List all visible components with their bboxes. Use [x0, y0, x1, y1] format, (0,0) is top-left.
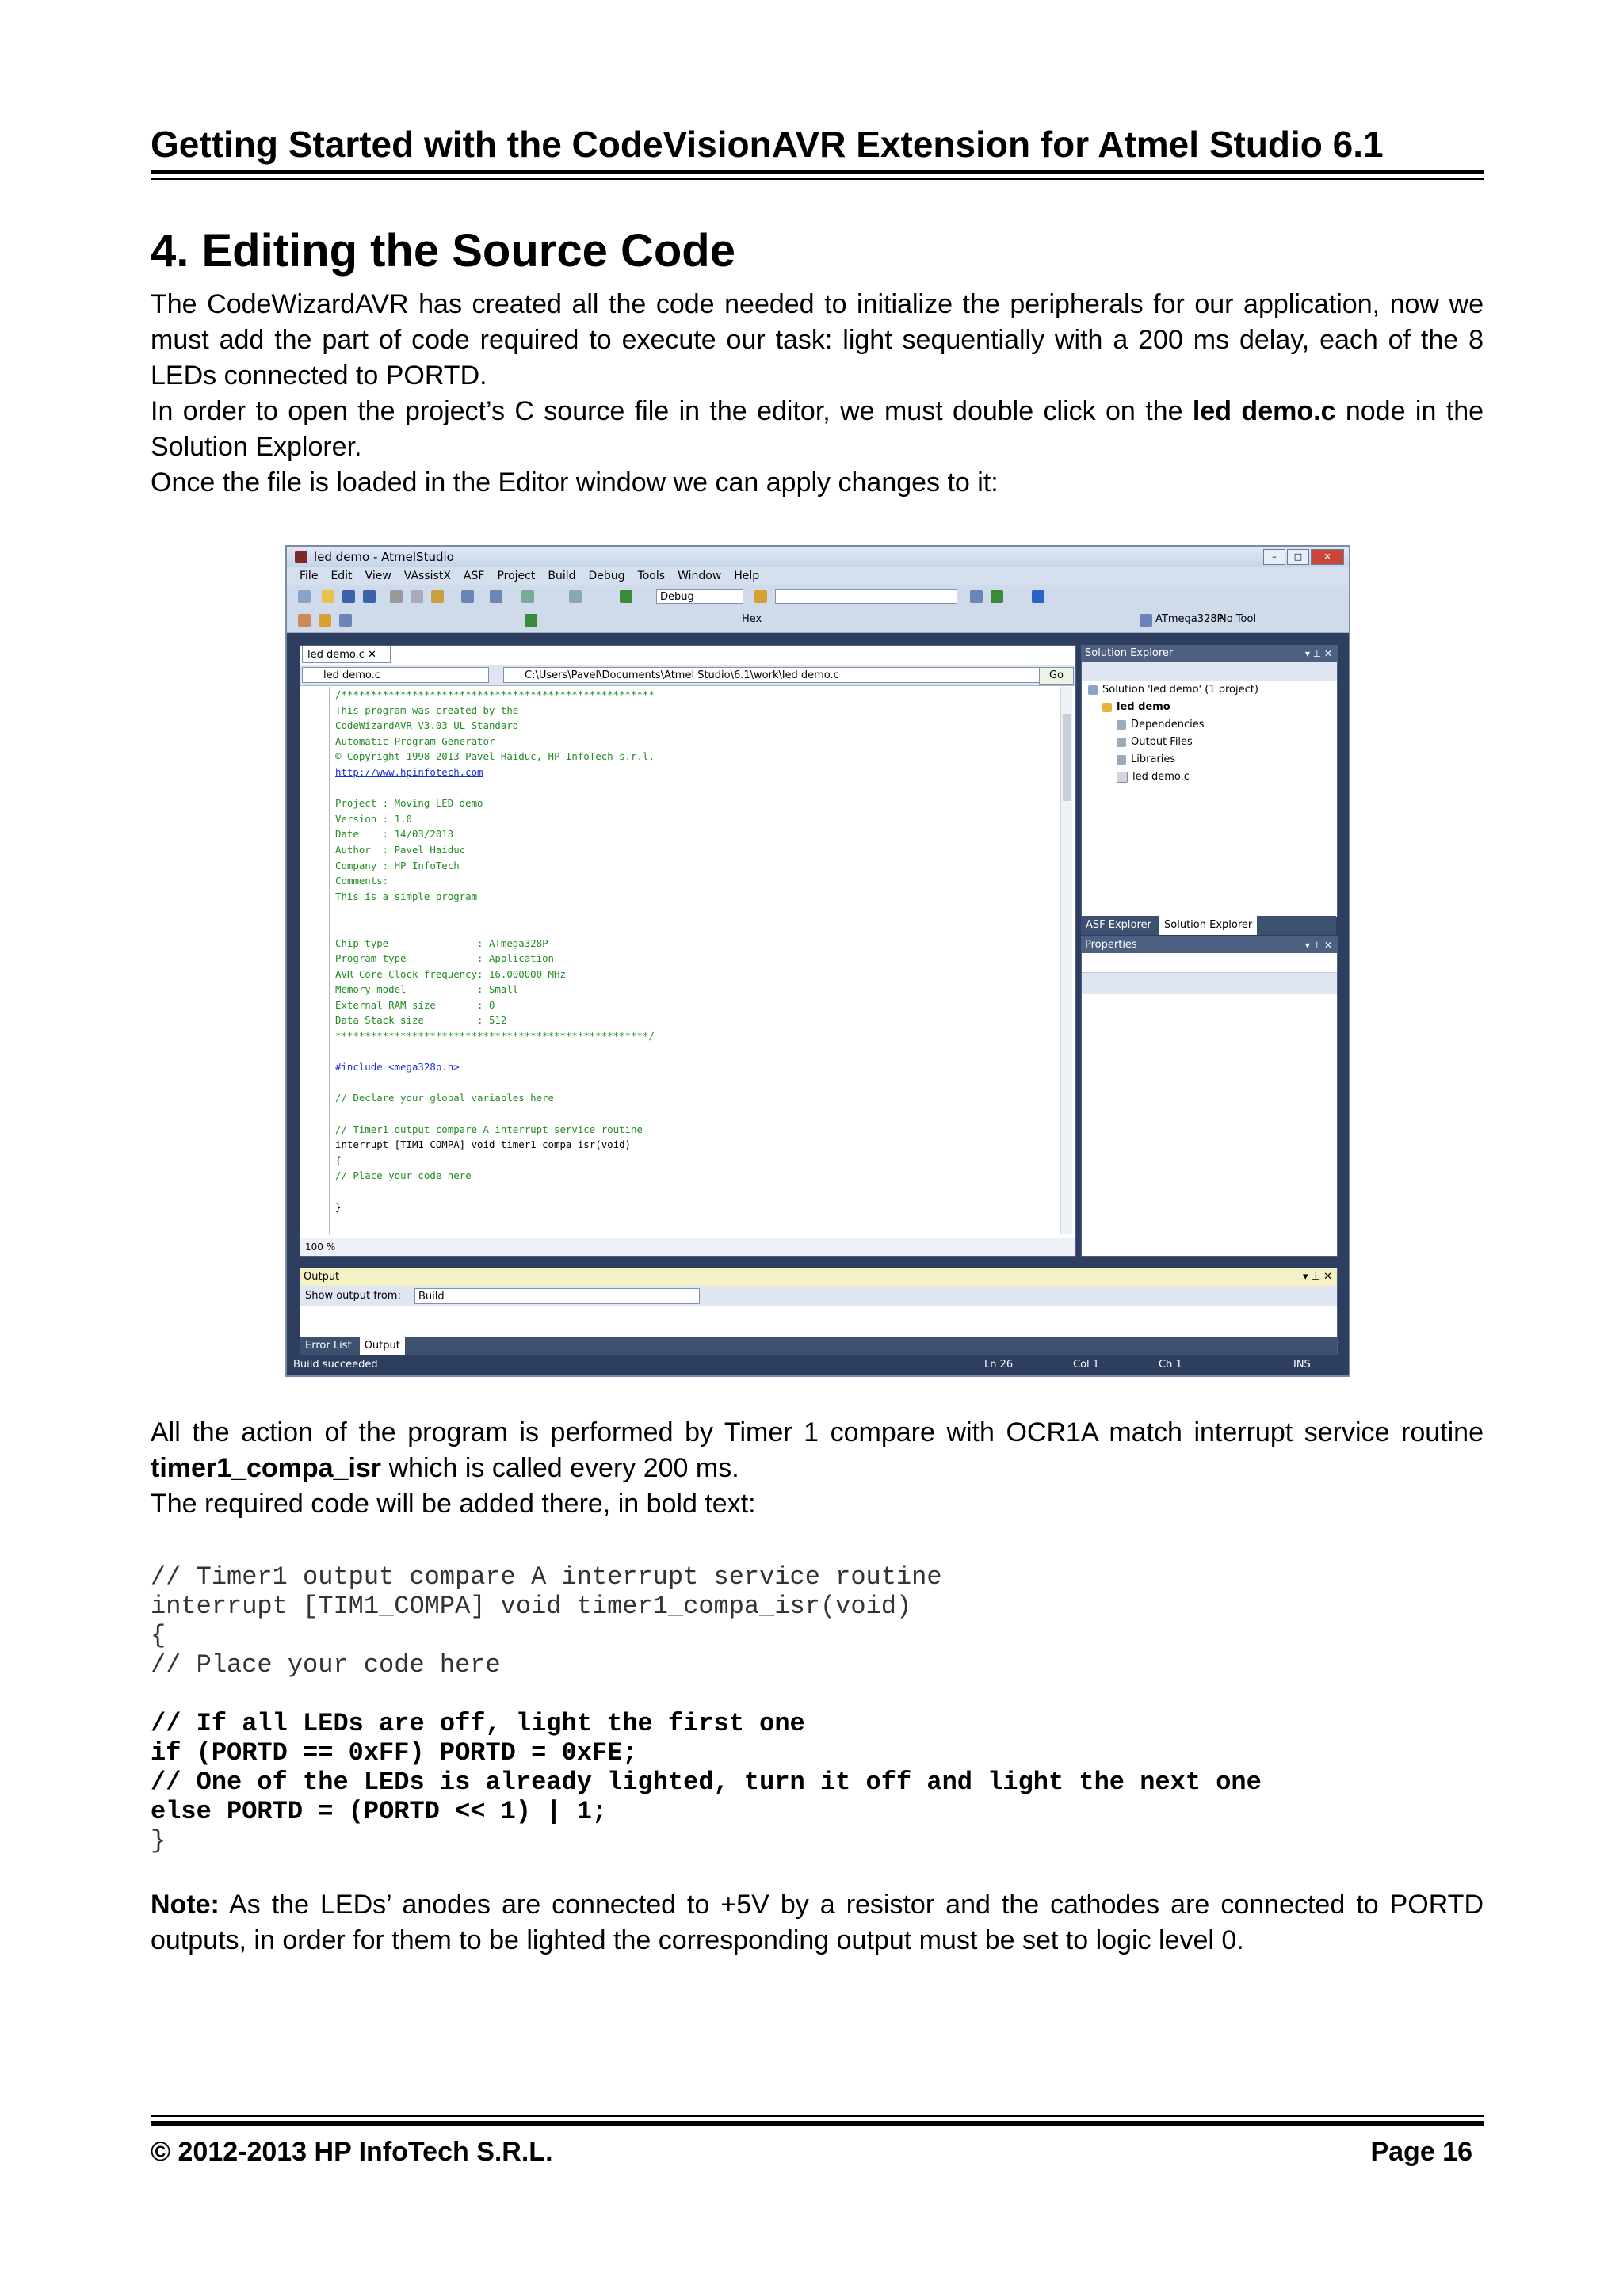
codewizard-icon[interactable]: [319, 614, 331, 627]
maximize-icon[interactable]: □: [1287, 549, 1309, 565]
save-icon[interactable]: [342, 590, 355, 603]
tab-error-list[interactable]: Error List: [305, 1340, 352, 1352]
menu-view[interactable]: View: [365, 570, 391, 582]
tree-item-output-files[interactable]: Output Files: [1088, 734, 1337, 751]
editor-code-line: Chip type : ATmega328P: [335, 936, 548, 949]
show-output-label: Show output from:: [305, 1290, 401, 1302]
find-icon[interactable]: [569, 590, 582, 603]
editor-code-line: [335, 1106, 1048, 1122]
editor-code-line: CodeWizardAVR V3.03 UL Standard: [335, 719, 519, 732]
output-tabs: [300, 1337, 1337, 1356]
footer-rule-thin: [151, 2115, 1484, 2117]
output-header: Output ▾ ⊥ ✕: [300, 1268, 1337, 1286]
editor-code-line: // Timer1 output compare A interrupt service routine: [335, 1123, 643, 1135]
editor-code-line: Automatic Program Generator: [335, 734, 495, 747]
editor-code-line: interrupt [TIM1_COMPA] void timer1_compa_isr(void): [335, 1138, 631, 1151]
status-line: Ln 26: [984, 1359, 1014, 1371]
copy-icon[interactable]: [411, 590, 423, 603]
properties-pane: [1081, 936, 1338, 1257]
menu-vassistx[interactable]: VAssistX: [403, 570, 451, 582]
pane-controls[interactable]: ▾ ⊥ ✕: [1304, 940, 1332, 951]
editor-paragraph: Once the file is loaded in the Editor window we can apply changes to it:: [151, 467, 999, 498]
folder-icon: [1117, 755, 1126, 765]
tool-label[interactable]: No Tool: [1219, 613, 1257, 625]
note-paragraph: Note: As the LEDs’ anodes are connected to +5V by a resistor and the cathodes are connected to PORTD outputs, in order for them to be lighted the corresponding output must be set to logic level 0.: [151, 1890, 1484, 1955]
editor-code-line: // Place your code here: [335, 1169, 472, 1182]
code-line: interrupt [TIM1_COMPA] void timer1_compa_isr(void): [151, 1592, 912, 1621]
bold-code-intro: The required code will be added there, in bold text:: [151, 1489, 756, 1519]
c-file-icon: [1117, 772, 1128, 783]
editor-code-line: Project : Moving LED demo: [335, 797, 483, 810]
ide-toolbar-debug: [287, 608, 1349, 633]
atmel-studio-icon: [295, 551, 307, 563]
menu-build[interactable]: Build: [548, 570, 576, 582]
save-all-icon[interactable]: [363, 590, 376, 603]
device-label[interactable]: ATmega328P: [1155, 613, 1224, 625]
go-button[interactable]: Go: [1039, 667, 1074, 685]
editor-code-line: Author : Pavel Haiduc: [335, 843, 466, 856]
editor-code-line: Company : HP InfoTech: [335, 859, 460, 871]
menu-window[interactable]: Window: [678, 570, 722, 582]
intro-paragraph: The CodeWizardAVR has created all the code needed to initialize the peripherals for our application, now we must add the part of code required to execute our task: light sequentially with a 200 ms delay, each of the 8 LEDs connected to PORTD.: [151, 289, 1484, 391]
editor-scrollbar[interactable]: [1060, 687, 1072, 1234]
ide-toolbar-standard: [287, 585, 1349, 609]
pane-controls[interactable]: ▾ ⊥ ✕: [1302, 1271, 1332, 1283]
solution-tree: [1082, 681, 1337, 786]
open-file-paragraph: In order to open the project’s C source file in the editor, we must double click on the led demo.c node in the Solution Explorer.: [151, 396, 1484, 462]
editor-code-line: [335, 920, 1048, 936]
platform-select[interactable]: [775, 589, 957, 604]
navigate-icon[interactable]: [521, 590, 534, 603]
tab-asf-explorer[interactable]: ASF Explorer: [1086, 919, 1151, 931]
source-code[interactable]: [335, 687, 1048, 1234]
editor-code-line: External RAM size : 0: [335, 998, 495, 1011]
editor-code-line: [335, 1184, 1048, 1199]
code-blank-line: [151, 1680, 1484, 1709]
page-header: [151, 119, 1484, 180]
menu-file[interactable]: File: [300, 570, 319, 582]
status-message: Build succeeded: [293, 1359, 378, 1371]
footer-rule: [151, 2121, 1484, 2126]
solution-explorer-pane: [1081, 645, 1338, 917]
section-heading: 4. Editing the Source Code: [151, 225, 735, 277]
output-source-select[interactable]: Build: [414, 1288, 700, 1304]
output-toolbar: [300, 1286, 1337, 1306]
editor-code-line: // Declare your global variables here: [335, 1092, 555, 1104]
editor-document-tab[interactable]: led demo.c ✕: [302, 646, 391, 663]
status-char: Ch 1: [1159, 1359, 1182, 1371]
editor-code-line: [335, 1044, 1048, 1060]
header-rule: [151, 170, 1484, 174]
code-line: // Timer1 output compare A interrupt service routine: [151, 1562, 942, 1592]
cvavr-icon[interactable]: [298, 614, 311, 627]
menu-debug[interactable]: Debug: [588, 570, 625, 582]
page-footer: [151, 2115, 1484, 2168]
document-title: Getting Started with the CodeVisionAVR Extension for Atmel Studio 6.1: [151, 124, 1384, 165]
visual-assist-icon[interactable]: [1032, 590, 1044, 603]
ide-menubar: [287, 567, 1349, 585]
tree-item-dependencies[interactable]: Dependencies: [1088, 716, 1337, 734]
minimize-icon[interactable]: –: [1263, 549, 1285, 565]
tab-output[interactable]: Output: [360, 1337, 405, 1356]
header-rule-thin: [151, 178, 1484, 180]
editor-code-line: Program type : Application: [335, 952, 555, 965]
editor-code-line: AVR Core Clock frequency: 16.000000 MHz: [335, 967, 566, 980]
open-icon[interactable]: [322, 590, 334, 603]
editor-code-line: This program was created by the: [335, 704, 519, 716]
file-name-bold: led demo.c: [1192, 396, 1336, 426]
close-icon[interactable]: ✕: [1311, 549, 1344, 565]
solution-explorer-header: Solution Explorer ▾ ⊥ ✕: [1082, 646, 1337, 662]
properties-header: Properties ▾ ⊥ ✕: [1082, 937, 1337, 953]
editor-code-line: © Copyright 1998-2013 Pavel Haiduc, HP InfoTech s.r.l.: [335, 750, 655, 763]
editor-code-line: Version : 1.0: [335, 812, 412, 825]
menu-help[interactable]: Help: [734, 570, 760, 582]
editor-code-line: }: [335, 1200, 342, 1213]
isr-paragraph: All the action of the program is performed by Timer 1 compare with OCR1A match interrupt service routine timer1_compa_isr which is called every 200 ms.: [151, 1417, 1484, 1483]
device-icon: [1140, 614, 1152, 627]
tree-item-libraries[interactable]: Libraries: [1088, 751, 1337, 769]
editor-code-line: {: [335, 1154, 342, 1166]
editor-code-line: http://www.hpinfotech.com: [335, 765, 483, 778]
editor-code-line: Date : 14/03/2013: [335, 828, 454, 841]
menu-asf[interactable]: ASF: [463, 570, 485, 582]
program-device-icon[interactable]: [991, 590, 1003, 603]
section-after: [151, 1415, 1484, 1522]
toolbar-misc-icon[interactable]: [970, 590, 983, 603]
code-block: [151, 1562, 1484, 1855]
ide-statusbar: [287, 1355, 1349, 1375]
code-line-bold: else PORTD = (PORTD << 1) | 1;: [151, 1797, 608, 1826]
ide-window-title: led demo - AtmelStudio: [314, 550, 454, 564]
properties-toolbar: [1082, 973, 1337, 994]
ide-titlebar: [287, 547, 1349, 567]
zoom-level[interactable]: 100 %: [300, 1238, 1075, 1256]
code-line: {: [151, 1621, 166, 1650]
continue-icon[interactable]: [525, 614, 537, 627]
new-project-icon[interactable]: [298, 590, 311, 603]
menu-project[interactable]: Project: [497, 570, 536, 582]
redo-icon[interactable]: [490, 590, 502, 603]
status-column: Col 1: [1073, 1359, 1100, 1371]
code-line: }: [151, 1826, 166, 1855]
editor-code-line: Data Stack size : 512: [335, 1014, 507, 1027]
file-path-select[interactable]: C:\Users\Pavel\Documents\Atmel Studio\6.1\work\led demo.c: [503, 667, 1042, 683]
footer-copyright: © 2012-2013 HP InfoTech S.R.L.: [151, 2137, 553, 2167]
file-scope-select[interactable]: led demo.c: [302, 667, 489, 683]
code-line-bold: if (PORTD == 0xFF) PORTD = 0xFE;: [151, 1738, 638, 1768]
ide-screenshot: [285, 545, 1350, 1377]
editor-gutter: [321, 687, 330, 1234]
output-pane: [300, 1268, 1338, 1356]
editor-code-line: [335, 1075, 1048, 1091]
menu-tools[interactable]: Tools: [637, 570, 666, 582]
code-line: // Place your code here: [151, 1650, 501, 1680]
cut-icon[interactable]: [390, 590, 403, 603]
pane-controls[interactable]: ▾ ⊥ ✕: [1304, 648, 1332, 659]
editor-code-line: [335, 780, 1048, 796]
tree-item-project[interactable]: led demo: [1088, 699, 1337, 716]
editor-code-line: [335, 904, 1048, 920]
build-icon[interactable]: [754, 590, 767, 603]
configuration-select[interactable]: Debug: [656, 589, 743, 604]
close-tab-icon[interactable]: ✕: [368, 649, 376, 661]
editor-code-line: *****************************************************/: [335, 1030, 655, 1043]
section-intro: [151, 222, 1484, 501]
editor-code-line: /*****************************************************: [335, 688, 655, 700]
note-label: Note:: [151, 1890, 220, 1920]
solution-icon: [1088, 685, 1098, 695]
tab-solution-explorer[interactable]: Solution Explorer: [1159, 916, 1257, 935]
folder-icon: [1117, 720, 1126, 730]
folder-icon: [1117, 738, 1126, 747]
editor-code-line: #include <mega328p.h>: [335, 1061, 460, 1074]
hex-toggle[interactable]: Hex: [742, 613, 762, 625]
editor-code-line: Comments:: [335, 875, 389, 887]
properties-object-select[interactable]: [1082, 953, 1337, 973]
editor-pane: [300, 645, 1076, 1257]
undo-icon[interactable]: [461, 590, 474, 603]
editor-code-line: Memory model : Small: [335, 983, 519, 996]
start-debug-icon[interactable]: [620, 590, 632, 603]
code-line-bold: // If all LEDs are off, light the first one: [151, 1709, 805, 1738]
code-line-bold: // One of the LEDs is already lighted, turn it off and light the next one: [151, 1768, 1262, 1797]
tree-item-led-demo-c[interactable]: led demo.c: [1088, 769, 1337, 786]
paste-icon[interactable]: [431, 590, 444, 603]
menu-edit[interactable]: Edit: [330, 570, 353, 582]
footer-page-number: Page 16: [1370, 2137, 1472, 2167]
project-folder-icon: [1102, 703, 1112, 712]
explorer-tabs: [1081, 916, 1336, 935]
editor-nav-bar: [300, 665, 1075, 686]
solution-explorer-toolbar: [1082, 662, 1337, 681]
chip-icon[interactable]: [339, 614, 352, 627]
note-section: [151, 1887, 1484, 1958]
window-controls: [1263, 549, 1344, 565]
tree-item-solution[interactable]: Solution 'led demo' (1 project): [1088, 681, 1337, 699]
isr-name-bold: timer1_compa_isr: [151, 1453, 382, 1483]
editor-code-line: This is a simple program: [335, 890, 478, 902]
status-insert-mode: INS: [1293, 1359, 1311, 1371]
